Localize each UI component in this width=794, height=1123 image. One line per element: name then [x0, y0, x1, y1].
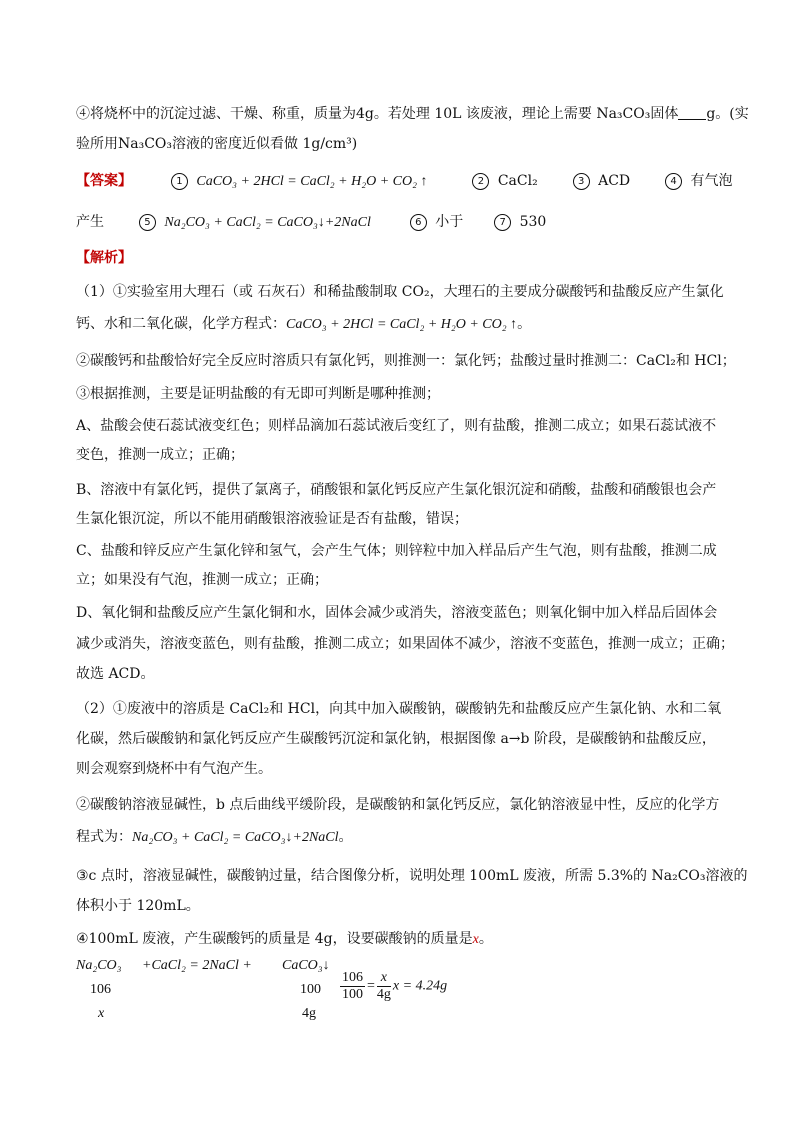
option-c-line-1 — [76, 541, 717, 561]
option-d-line-1 — [76, 603, 717, 623]
calc-molar-mass-1: 106 — [90, 982, 111, 997]
answer-marker-4: 4 — [665, 173, 682, 190]
analysis-text: 。 — [517, 316, 532, 332]
calc-reactant-na2co3: Na₂CO₃ — [76, 958, 122, 973]
answer-line-2 — [76, 212, 546, 233]
analysis-text: 减少或消失，溶液变蓝色，则有盐酸，推测二成立；如果固体不减少，溶液不变蓝色，推测一成立；正确； — [76, 636, 734, 652]
variable-x: x — [472, 932, 479, 947]
analysis-text: 钙、水和二氧化碳，化学方程式： — [76, 316, 286, 332]
fraction-numerator: x — [377, 970, 391, 987]
answer-blank — [678, 107, 706, 120]
analysis-heading — [76, 248, 132, 268]
fraction-denominator: 4g — [376, 987, 391, 1002]
section-2-line-1 — [76, 699, 721, 719]
section-2b-line-1 — [76, 795, 719, 815]
answer-marker-3: 3 — [573, 173, 590, 190]
section-2d-line-1 — [76, 929, 493, 950]
analysis-text: B、溶液中有氯化钙，提供了氯离子，硝酸银和氯化钙反应产生氯化银沉淀和硝酸，盐酸和硝酸银也会产 — [76, 482, 717, 498]
question-4-text-2: 验所用Na₃CO₃溶液的密度近似看做 1g/cm³) — [76, 136, 358, 152]
analysis-equation: Na₂CO₃ + CaCl₂ = CaCO₃↓+2NaCl — [132, 830, 339, 845]
analysis-p1-line-2 — [76, 314, 531, 335]
analysis-text: D、氧化铜和盐酸反应产生氯化铜和水，固体会减少或消失，溶液变蓝色；则氧化铜中加入样品后固体会 — [76, 605, 718, 621]
analysis-text: 。 — [338, 829, 353, 845]
fraction-denominator: 100 — [342, 987, 363, 1002]
answer-line-1 — [76, 171, 732, 192]
fraction-mass — [377, 970, 391, 1003]
option-c-line-2 — [76, 570, 328, 590]
analysis-text: ③根据推测，主要是证明盐酸的有无即可判断是哪种推测； — [76, 386, 440, 402]
calc-known-mass: 4g — [302, 1006, 316, 1021]
answer-marker-5: 5 — [139, 214, 156, 231]
analysis-text: 。 — [478, 931, 493, 947]
question-4-line-2 — [76, 134, 357, 154]
answer-5-equation: Na₂CO₃ + CaCl₂ = CaCO₃↓+2NaCl — [164, 215, 371, 230]
section-2-line-2 — [76, 729, 716, 749]
analysis-text: （1）①实验室用大理石（或 石灰石）和稀盐酸制取 CO₂，大理石的主要成分碳酸钙和盐酸反应产生氯化 — [76, 284, 724, 300]
option-d-line-3 — [76, 664, 155, 684]
answer-2: CaCl₂ — [497, 173, 538, 189]
analysis-text: ③c 点时，溶液显碱性，碳酸钠过量，结合图像分析，说明处理 100mL 废液，所需 5.3%的 Na₂CO₃溶液的 — [76, 868, 748, 884]
answer-marker-6: 6 — [410, 214, 427, 231]
question-4-text: ④将烧杯中的沉淀过滤、干燥、称重，质量为4g。若处理 10L 该废液，理论上需要 Na₃CO₃固体 — [76, 106, 679, 122]
option-b-line-1 — [76, 480, 716, 500]
analysis-p2-line — [76, 351, 736, 371]
answer-label: 【答案】 — [76, 173, 132, 189]
answer-1-equation: CaCO₃ + 2HCl = CaCl₂ + H₂O + CO₂ ↑ — [196, 174, 428, 189]
calc-molar-mass-2: 100 — [300, 982, 321, 997]
analysis-text: （2）①废液中的溶质是 CaCl₂和 HCl，向其中加入碳酸钠，碳酸钠先和盐酸反应产生氯化钠、水和二氧 — [76, 701, 722, 717]
answer-4-continued: 产生 — [76, 214, 104, 230]
option-a-line-1 — [76, 416, 716, 436]
option-d-line-2 — [76, 634, 734, 654]
analysis-text: 故选 ACD。 — [76, 666, 155, 682]
answer-4: 有气泡 — [690, 173, 733, 189]
analysis-text: 化碳，然后碳酸钠和氯化钙反应产生碳酸钙沉淀和氯化钠，根据图像 a→b 阶段，是碳酸钠和盐酸反应， — [76, 731, 716, 747]
section-2c-line-1 — [76, 866, 748, 886]
analysis-p3-line — [76, 384, 440, 404]
section-2c-line-2 — [76, 896, 200, 916]
analysis-text: 则会观察到烧杯中有气泡产生。 — [76, 761, 272, 777]
analysis-text: ②碳酸钙和盐酸恰好完全反应时溶质只有氯化钙，则推测一：氯化钙；盐酸过量时推测二：CaCl₂和 HCl； — [76, 353, 736, 369]
analysis-text: 体积小于 120mL。 — [76, 898, 200, 914]
question-4-line-1 — [76, 104, 749, 124]
answer-7: 530 — [519, 214, 547, 230]
calc-proportion — [338, 970, 447, 1003]
analysis-p1-line-1 — [76, 282, 724, 302]
analysis-text: 立；如果没有气泡，推测一成立；正确； — [76, 572, 328, 588]
analysis-text: ④100mL 废液，产生碳酸钙的质量是 4g，设要碳酸钠的质量是 — [76, 931, 473, 947]
answer-6: 小于 — [435, 214, 464, 230]
analysis-text: 生氯化银沉淀，所以不能用硝酸银溶液验证是否有盐酸，错误； — [76, 511, 468, 527]
answer-3: ACD — [598, 173, 631, 189]
calc-result: x = 4.24g — [392, 978, 448, 994]
analysis-text: 程式为： — [76, 829, 132, 845]
calculation-block — [76, 958, 496, 1028]
answer-marker-7: 7 — [494, 214, 511, 231]
fraction-molar — [340, 970, 365, 1003]
fraction-numerator: 106 — [342, 970, 363, 985]
analysis-text: A、盐酸会使石蕊试液变红色；则样品滴加石蕊试液后变红了，则有盐酸，推测二成立；如果石蕊试液不 — [76, 418, 717, 434]
analysis-text: 变色，推测一成立；正确； — [76, 447, 244, 463]
analysis-label: 【解析】 — [76, 250, 132, 266]
analysis-text: ②碳酸钠溶液显碱性，b 点后曲线平缓阶段，是碳酸钠和氯化钙反应，氯化钠溶液显中性，反应的化学方 — [76, 797, 720, 813]
analysis-equation: CaCO₃ + 2HCl = CaCl₂ + H₂O + CO₂ ↑ — [286, 317, 518, 332]
answer-marker-2: 2 — [472, 173, 489, 190]
answer-marker-1: 1 — [171, 173, 188, 190]
question-4-tail: g。(实 — [706, 106, 749, 122]
calc-unknown-x: x — [98, 1006, 105, 1021]
calc-equation-middle: +CaCl₂ = 2NaCl + — [142, 958, 252, 973]
equals-sign: = — [367, 978, 375, 994]
section-2-line-3 — [76, 759, 272, 779]
analysis-text: C、盐酸和锌反应产生氯化锌和氢气，会产生气体；则锌粒中加入样品后产生气泡，则有盐酸，推测二成 — [76, 543, 717, 559]
calc-product-caco3: CaCO₃↓ — [282, 958, 330, 973]
option-a-line-2 — [76, 445, 244, 465]
section-2b-line-2 — [76, 827, 353, 848]
option-b-line-2 — [76, 509, 468, 529]
